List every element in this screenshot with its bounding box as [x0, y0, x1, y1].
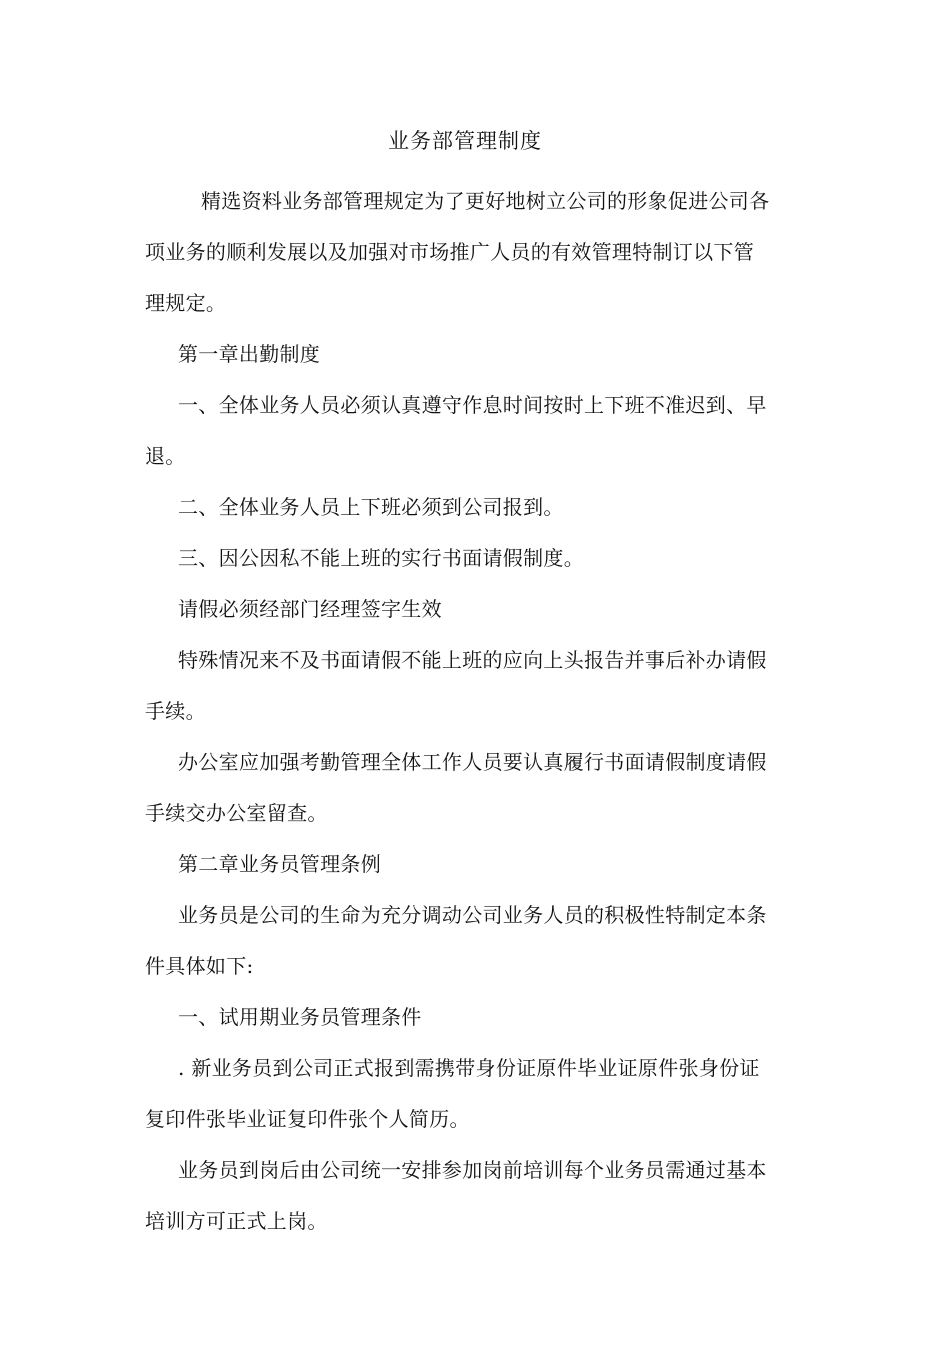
paragraph: 办公室应加强考勤管理全体工作人员要认真履行书面请假制度请假手续交办公室留查。 — [145, 750, 767, 825]
paragraph: 二、全体业务人员上下班必须到公司报到。 — [178, 495, 564, 519]
section-heading: 一、试用期业务员管理条件 — [178, 1005, 422, 1029]
paragraph: 业务员到岗后由公司统一安排参加岗前培训每个业务员需通过基本培训方可正式上岗。 — [145, 1158, 767, 1233]
chapter-heading: 第二章业务员管理条例 — [178, 852, 381, 876]
intro-paragraph: 精选资料业务部管理规定为了更好地树立公司的形象促进公司各项业务的顺利发展以及加强对市场推广人员的有效管理特制订以下管理规定。 — [145, 189, 770, 315]
paragraph: 业务员是公司的生命为充分调动公司业务人员的积极性特制定本条件具体如下: — [145, 903, 767, 978]
document-body — [145, 176, 770, 1247]
document-title: 业务部管理制度 — [388, 129, 542, 153]
paragraph: 请假必须经部门经理签字生效 — [178, 597, 442, 621]
paragraph: 三、因公因私不能上班的实行书面请假制度。 — [178, 546, 584, 570]
paragraph: 一、全体业务人员必须认真遵守作息时间按时上下班不准迟到、早退。 — [145, 393, 767, 468]
paragraph: . 新业务员到公司正式报到需携带身份证原件毕业证原件张身份证复印件张毕业证复印件张个人简历。 — [145, 1056, 760, 1131]
paragraph: 特殊情况来不及书面请假不能上班的应向上头报告并事后补办请假手续。 — [145, 648, 767, 723]
chapter-heading: 第一章出勤制度 — [178, 342, 321, 366]
